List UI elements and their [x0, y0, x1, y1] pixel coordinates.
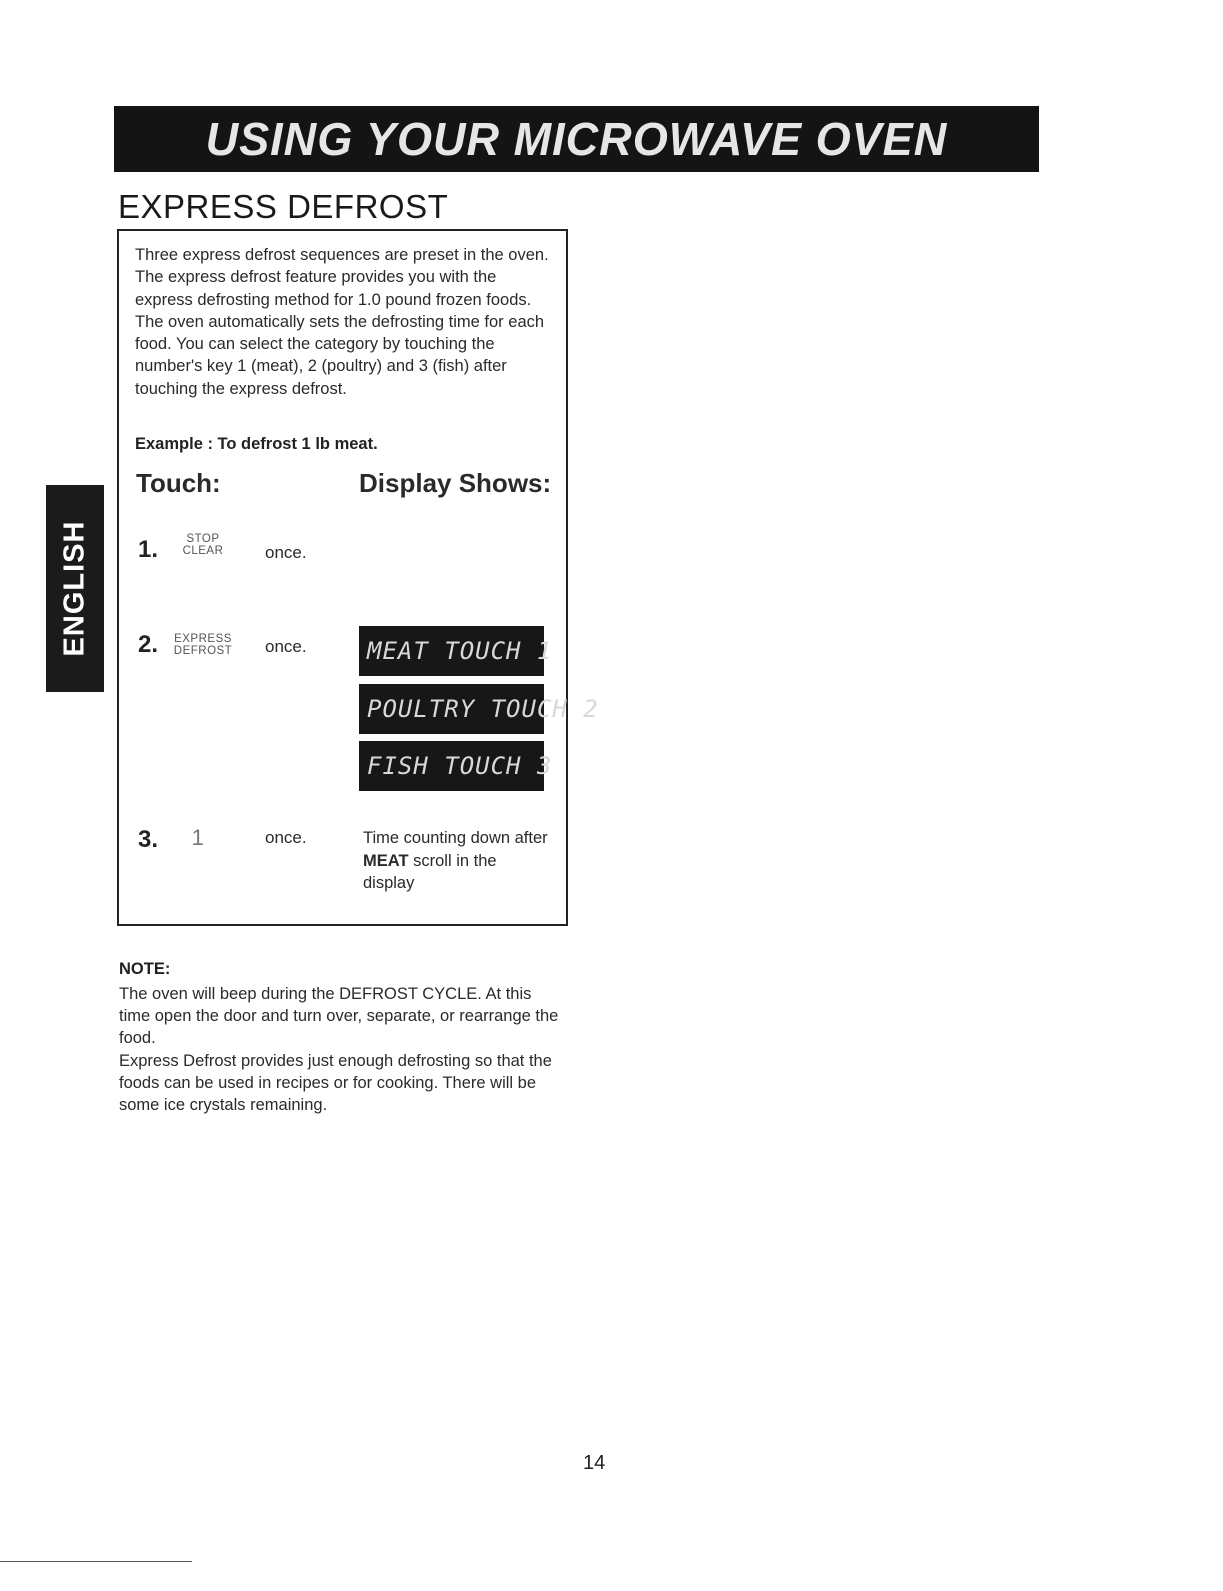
lcd-display-fish [359, 741, 553, 791]
header-banner [114, 106, 1039, 172]
section-title: EXPRESS DEFROST [118, 188, 449, 225]
touch-column-heading: Touch: [136, 468, 221, 498]
lcd-display-poultry [359, 684, 599, 734]
step-2-number: 2. [138, 631, 159, 658]
lcd-text-meat: MEAT TOUCH 1 [367, 637, 553, 665]
intro-paragraph: Three express defrost sequences are preset in the oven. The express defrost feature provides you with the express defrosting method for 1.0 pound frozen foods. The oven automatically sets the defrosting time for each food. You can select the category by touching the number's key 1 (meat), 2 (poultry) and 3 (fish) after touching the express defrost. [135, 246, 549, 398]
lcd-text-fish: FISH TOUCH 3 [367, 752, 553, 780]
banner-title: USING YOUR MICROWAVE OVEN [205, 113, 948, 165]
step-1-action: once. [265, 543, 307, 562]
note-line-1: The oven will beep during the DEFROST CYCLE. At this time open the door and turn over, separate, or rearrange the food. [119, 985, 559, 1048]
step-2-action: once. [265, 637, 307, 656]
express-defrost-key-line2: DEFROST [173, 645, 233, 657]
stop-clear-key [168, 533, 238, 557]
step-1-number: 1. [138, 536, 159, 563]
note-text [119, 983, 559, 1116]
step-3-number: 3. [138, 826, 159, 853]
stop-clear-key-line1: STOP [186, 533, 220, 545]
express-defrost-key [163, 633, 243, 657]
note-line-2: Express Defrost provides just enough defrosting so that the foods can be used in recipes or for cooking. There will be some ice crystals remaining. [119, 1051, 552, 1115]
lcd-display-meat [359, 626, 553, 676]
step-3-desc-bold: MEAT [363, 851, 409, 870]
page-number: 14 [583, 1452, 606, 1474]
express-defrost-key-line1: EXPRESS [174, 633, 232, 645]
example-label: Example : To defrost 1 lb meat. [135, 435, 378, 453]
note-title: NOTE: [119, 960, 171, 978]
step-3-desc-after: scroll in the display [363, 851, 497, 892]
stop-clear-key-line2: CLEAR [182, 545, 224, 557]
language-side-tab-label: ENGLISH [58, 520, 91, 657]
step-3-description [363, 827, 548, 895]
number-1-key: 1 [191, 825, 205, 850]
step-3-action: once. [265, 828, 307, 847]
footer-rule [0, 1561, 192, 1562]
lcd-text-poultry: POULTRY TOUCH 2 [367, 695, 599, 723]
language-side-tab [46, 485, 104, 692]
display-column-heading: Display Shows: [359, 468, 552, 498]
step-3-desc-before: Time counting down after [363, 829, 548, 847]
